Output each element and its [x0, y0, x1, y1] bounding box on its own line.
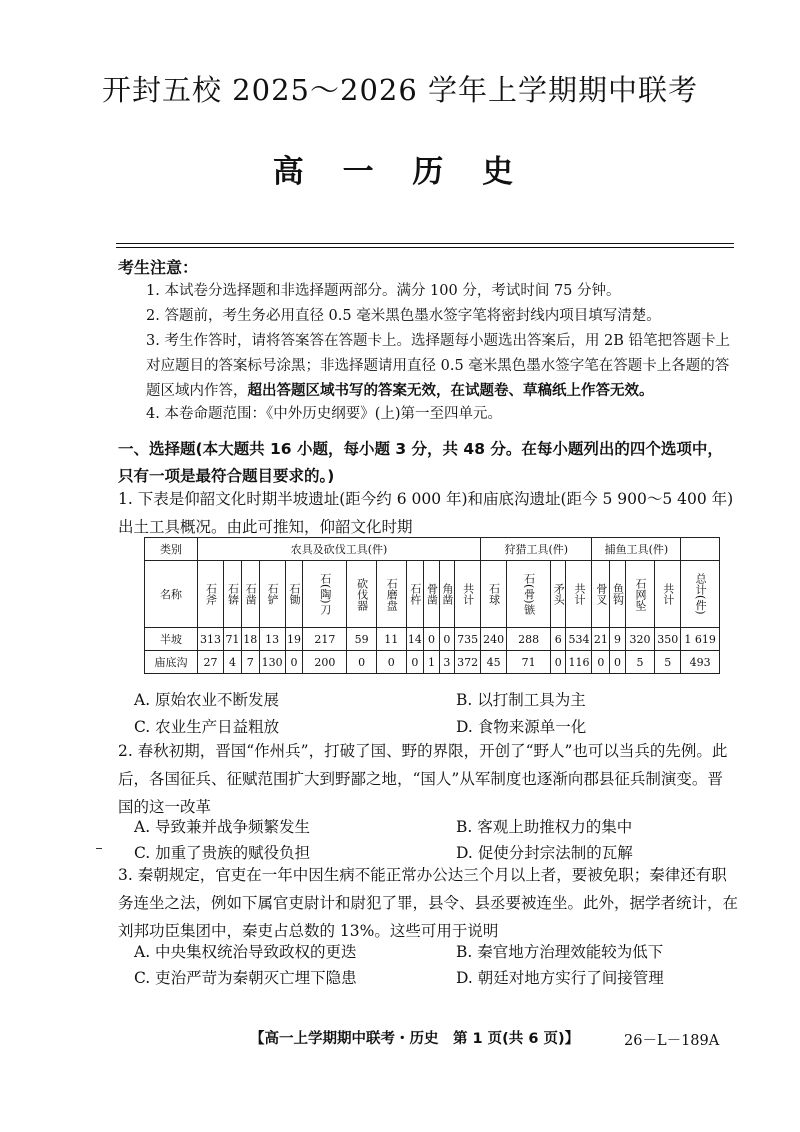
table-header-cell — [681, 538, 720, 561]
column-label: 石(陶)刀 — [318, 573, 332, 615]
table-cell: 130 — [259, 651, 285, 674]
column-label: 鱼钩 — [611, 583, 625, 605]
page-footer: 【高一上学期期中联考・历史 第 1 页(共 6 页)】 — [250, 1031, 580, 1047]
column-label: 骨叉 — [594, 583, 608, 605]
column-label: 总计(件) — [694, 573, 708, 615]
table-cell: 200 — [303, 651, 347, 674]
question-3-stem: 3. 秦朝规定，官吏在一年中因生病不能正常办公达三个月以上者，要被免职；秦律还有职务连坐之法，例如下属官吏尉计和尉犯了罪，县令、县丞要被连坐。此外，据学者统计，在刘邦功臣集团中，秦吏占总数的 13%。这些可用于说明 — [118, 866, 739, 940]
table-column-header — [610, 561, 625, 628]
note-item-3-text: 3. 考生作答时，请将答案答在答题卡上。选择题每小题选出答案后，用 2B 铅笔把答题卡上对应题目的答案标号涂黑；非选择题请用直径 0.5 毫米黑色墨水签字笔在答题卡上各题的答题区域内作答， — [146, 333, 731, 399]
table-row — [145, 561, 720, 628]
table-cell: 320 — [625, 628, 655, 651]
table-cell: 11 — [376, 628, 406, 651]
table-header-cell: 狩猎工具(件) — [481, 538, 592, 561]
table-cell: 71 — [224, 628, 242, 651]
table-cell: 217 — [303, 628, 347, 651]
table-header-cell: 农具及砍伐工具(件) — [198, 538, 481, 561]
section-heading: 一、选择题(本大题共 16 小题，每小题 3 分，共 48 分。在每小题列出的四个选项中，只有一项是最符合题目要求的。) — [118, 440, 723, 485]
table-cell: 372 — [455, 651, 481, 674]
tools-table — [144, 537, 720, 674]
table-cell: 0 — [551, 651, 566, 674]
q2-option-c: C. 加重了贵族的赋役负担 — [134, 844, 311, 862]
q1-option-d: D. 食物来源单一化 — [456, 718, 587, 736]
table-cell: 116 — [566, 651, 592, 674]
q3-option-a: A. 中央集权统治导致政权的更迭 — [134, 943, 357, 961]
table-column-header — [681, 561, 720, 628]
table-cell: 493 — [681, 651, 720, 674]
column-label: 石斧 — [204, 583, 218, 605]
table-cell: 0 — [285, 651, 303, 674]
column-label: 角凿 — [440, 583, 454, 605]
table-cell: 735 — [455, 628, 481, 651]
table-header-cell: 捕鱼工具(件) — [592, 538, 681, 561]
table-cell: 59 — [347, 628, 377, 651]
question-1-stem: 1. 下表是仰韶文化时期半坡遗址(距今约 6 000 年)和庙底沟遗址(距今 5 900～5 400 年)出土工具概况。由此可推知，仰韶文化时期 — [118, 490, 734, 536]
table-cell: 45 — [481, 651, 507, 674]
paper-code: 26－L－189A — [624, 1033, 720, 1049]
table-row-label: 半坡 — [145, 628, 198, 651]
column-label: 共计 — [661, 583, 675, 605]
subject-title: 高 一 历 史 — [272, 154, 528, 190]
table-cell: 1 619 — [681, 628, 720, 651]
note-item-3 — [146, 329, 736, 404]
column-label: 石铲 — [266, 583, 280, 605]
column-label: 石凿 — [244, 583, 258, 605]
table-cell: 19 — [285, 628, 303, 651]
note-item-1: 1. 本试卷分选择题和非选择题两部分。满分 100 分，考试时间 75 分钟。 — [146, 283, 621, 299]
table-cell: 5 — [625, 651, 655, 674]
table-header-cell: 类别 — [145, 538, 198, 561]
table-column-header — [285, 561, 303, 628]
table-column-header — [439, 561, 454, 628]
table-column-header — [592, 561, 610, 628]
q3-option-c: C. 吏治严苛为秦朝灭亡埋下隐患 — [134, 969, 357, 987]
table-cell: 0 — [376, 651, 406, 674]
table-cell: 7 — [241, 651, 259, 674]
notes-heading: 考生注意： — [118, 258, 199, 277]
table-cell: 0 — [610, 651, 625, 674]
q3-option-b: B. 秦官地方治理效能较为低下 — [456, 943, 664, 961]
q3-option-d: D. 朝廷对地方实行了间接管理 — [456, 969, 664, 987]
table-header-cell: 名称 — [145, 561, 198, 628]
table-column-header — [424, 561, 439, 628]
table-cell: 288 — [507, 628, 551, 651]
table-cell: 4 — [224, 651, 242, 674]
margin-mark — [96, 848, 102, 849]
table-column-header — [455, 561, 481, 628]
table-column-header — [507, 561, 551, 628]
table-cell: 350 — [655, 628, 681, 651]
note-item-3-bold: 超出答题区域书写的答案无效，在试题卷、草稿纸上作答无效。 — [247, 383, 654, 399]
column-label: 石杵 — [408, 583, 422, 605]
q2-option-a: A. 导致兼并战争频繁发生 — [134, 818, 311, 836]
q1-option-c: C. 农业生产日益粗放 — [134, 718, 280, 736]
column-label: 共计 — [572, 583, 586, 605]
q2-option-b: B. 客观上助推权力的集中 — [456, 818, 633, 836]
exam-title: 开封五校 2025～2026 学年上学期期中联考 — [101, 73, 699, 107]
table-cell: 313 — [198, 628, 224, 651]
table-column-header — [551, 561, 566, 628]
table-column-header — [347, 561, 377, 628]
table-cell: 0 — [592, 651, 610, 674]
table-cell: 1 — [424, 651, 439, 674]
table-cell: 14 — [406, 628, 424, 651]
header-divider — [116, 243, 734, 248]
table-cell: 0 — [439, 628, 454, 651]
table-column-header — [241, 561, 259, 628]
table-cell: 21 — [592, 628, 610, 651]
table-cell: 0 — [406, 651, 424, 674]
table-cell: 71 — [507, 651, 551, 674]
table-column-header — [406, 561, 424, 628]
table-cell: 5 — [655, 651, 681, 674]
q1-option-b: B. 以打制工具为主 — [456, 691, 586, 709]
table-column-header — [198, 561, 224, 628]
question-2-stem: 2. 春秋初期，晋国“作州兵”，打破了国、野的界限，开创了“野人”也可以当兵的先例。此后，各国征兵、征赋范围扩大到野鄙之地，“国人”从军制度也逐渐向郡县征兵制演变。晋国的这一改革 — [118, 742, 728, 816]
column-label: 共计 — [461, 583, 475, 605]
table-row — [145, 651, 720, 674]
table-cell: 240 — [481, 628, 507, 651]
column-label: 骨凿 — [425, 583, 439, 605]
table-cell: 0 — [347, 651, 377, 674]
table-row — [145, 538, 720, 561]
table-cell: 534 — [566, 628, 592, 651]
table-row-label: 庙底沟 — [145, 651, 198, 674]
column-label: 矛头 — [552, 583, 566, 605]
table-cell: 9 — [610, 628, 625, 651]
table-column-header — [376, 561, 406, 628]
column-label: 石网坠 — [633, 577, 647, 611]
note-item-4: 4. 本卷命题范围：《中外历史纲要》(上)第一至四单元。 — [146, 406, 503, 422]
column-label: 石锛 — [226, 583, 240, 605]
column-label: 石球 — [487, 583, 501, 605]
table-column-header — [259, 561, 285, 628]
table-cell: 3 — [439, 651, 454, 674]
q1-option-a: A. 原始农业不断发展 — [134, 691, 280, 709]
table-column-header — [481, 561, 507, 628]
note-item-2: 2. 答题前，考生务必用直径 0.5 毫米黑色墨水签字笔将密封线内项目填写清楚。 — [146, 308, 661, 324]
table-column-header — [625, 561, 655, 628]
column-label: 石磨盘 — [385, 577, 399, 611]
column-label: 石(骨)镞 — [522, 573, 536, 615]
table-column-header — [224, 561, 242, 628]
table-cell: 6 — [551, 628, 566, 651]
table-cell: 27 — [198, 651, 224, 674]
table-cell: 0 — [424, 628, 439, 651]
table-column-header — [303, 561, 347, 628]
table-cell: 18 — [241, 628, 259, 651]
table-row — [145, 628, 720, 651]
q2-option-d: D. 促使分封宗法制的瓦解 — [456, 844, 633, 862]
column-label: 石锄 — [288, 583, 302, 605]
table-column-header — [566, 561, 592, 628]
column-label: 砍伐器 — [355, 577, 369, 611]
table-column-header — [655, 561, 681, 628]
table-cell: 13 — [259, 628, 285, 651]
